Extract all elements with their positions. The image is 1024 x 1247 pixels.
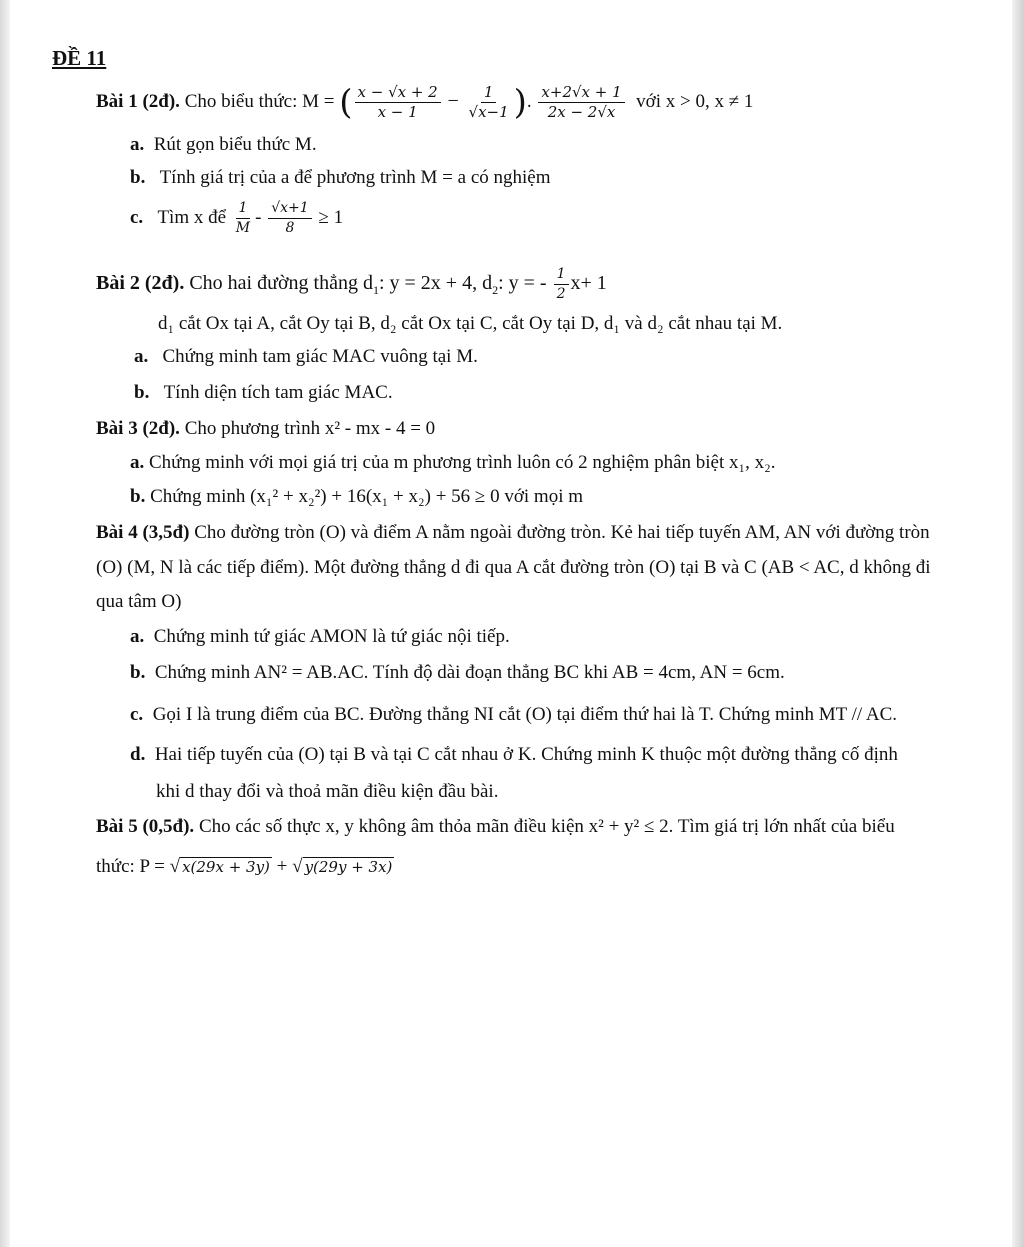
problem-4-line-2: (O) (M, N là các tiếp điểm). Một đường thẳng d đi qua A cắt đường tròn (O) tại B và C (AB < AC, d không đi [96, 557, 931, 578]
problem-5-heading: Bài 5 (0,5đ). [96, 816, 195, 837]
radicand-1: x(29x + 3y) [182, 858, 270, 876]
problem-1-part-c: c. Tìm x để $\frac{1}{M}$ - $\frac{√x+1}{8}$ ≥ 1 [130, 200, 344, 236]
fraction-one-half: $\frac{1}{2}$ [554, 266, 569, 303]
problem-2-statement: Bài 2 (2đ). Cho hai đường thẳng $d_1$: y = 2x + 4, $d_2$: y = - $\frac{1}{2}$ x+ 1 [96, 266, 607, 302]
problem-3-heading: Bài 3 (2đ). [96, 418, 180, 439]
problem-3-statement: Bài 3 (2đ). Cho phương trình x² - mx - 4 = 0 [96, 418, 436, 439]
problem-4-heading: Bài 4 (3,5đ) [96, 522, 190, 543]
problem-3-part-b: b. Chứng minh (x₁² + x₂²) + 16(x₁ + x₂) + 56 ≥ 0 với mọi m [130, 486, 584, 507]
problem-2-part-a: a. Chứng minh tam giác MAC vuông tại M. [134, 346, 478, 367]
problem-1-part-b: b. Tính giá trị của a để phương trình M = a có nghiệm [130, 167, 551, 188]
page-title: ĐỀ 11 [52, 46, 107, 70]
problem-1-intro: Cho biểu thức: M = [184, 90, 335, 112]
left-paren: ( [339, 82, 353, 123]
problem-1-condition: với x > 0, x ≠ 1 [636, 90, 754, 112]
fraction-1-over-m: $\frac{1}{M}$ [235, 200, 251, 236]
fraction-3: $\frac{x+2√x + 1}{2x - 2√x}$ [538, 84, 624, 121]
problem-3-part-a: a. Chứng minh với mọi giá trị của m phương trình luôn có 2 nghiệm phân biệt x₁, x₂. [130, 452, 776, 473]
problem-1-part-a: a. Rút gọn biểu thức M. [130, 134, 317, 155]
problem-5-line-1: Bài 5 (0,5đ). Cho các số thực x, y không âm thỏa mãn điều kiện x² + y² ≤ 2. Tìm giá trị lớn nhất của biểu [96, 816, 895, 837]
right-paren: ) [513, 82, 527, 123]
problem-1-statement: Bài 1 (2đ). Cho biểu thức: M = ( $\frac{x - √x + 2}{x - 1}$ − $\frac{1}{√x-1}$ ). $\frac{x+2√x + 1}{2x - 2√x}$ với x > 0, x ≠ 1 [96, 82, 754, 123]
problem-4-part-b: b. Chứng minh AN² = AB.AC. Tính độ dài đoạn thẳng BC khi AB = 4cm, AN = 6cm. [130, 662, 785, 683]
page-left-shadow [0, 0, 10, 1247]
fraction-1: $\frac{x - √x + 2}{x - 1}$ [355, 84, 441, 121]
problem-4-part-d-continued: khi d thay đổi và thoả mãn điều kiện đầu bài. [156, 781, 499, 802]
radicand-2: y(29y + 3x) [304, 858, 393, 876]
problem-2-heading: Bài 2 (2đ). [96, 272, 185, 295]
problem-4-part-d: d. Hai tiếp tuyến của (O) tại B và tại C cắt nhau ở K. Chứng minh K thuộc một đường thẳng cố định [130, 744, 898, 765]
problem-4-line-1: Bài 4 (3,5đ) Cho đường tròn (O) và điểm A nằm ngoài đường tròn. Kẻ hai tiếp tuyến AM, AN với đường tròn [96, 522, 930, 543]
problem-5-line-2: thức: P = √ x(29x + 3y) + √ y(29y + 3x) [96, 856, 393, 877]
fraction-sqrt-x-plus-1-over-8: $\frac{√x+1}{8}$ [268, 200, 311, 237]
problem-4-line-3: qua tâm O) [96, 591, 182, 612]
problem-2-part-b: b. Tính diện tích tam giác MAC. [134, 382, 393, 403]
page-right-shadow [1012, 0, 1024, 1247]
problem-1-heading: Bài 1 (2đ). [96, 90, 180, 112]
problem-2-description: d₁ cắt Ox tại A, cắt Oy tại B, d₂ cắt Ox tại C, cắt Oy tại D, d₁ và d₂ cắt nhau tại M. [158, 313, 783, 334]
problem-4-part-c: c. Gọi I là trung điểm của BC. Đường thẳng NI cắt (O) tại điểm thứ hai là T. Chứng minh MT // AC. [130, 704, 898, 725]
fraction-2: $\frac{1}{√x-1}$ [468, 83, 509, 121]
problem-4-part-a: a. Chứng minh tứ giác AMON là tứ giác nội tiếp. [130, 626, 510, 647]
